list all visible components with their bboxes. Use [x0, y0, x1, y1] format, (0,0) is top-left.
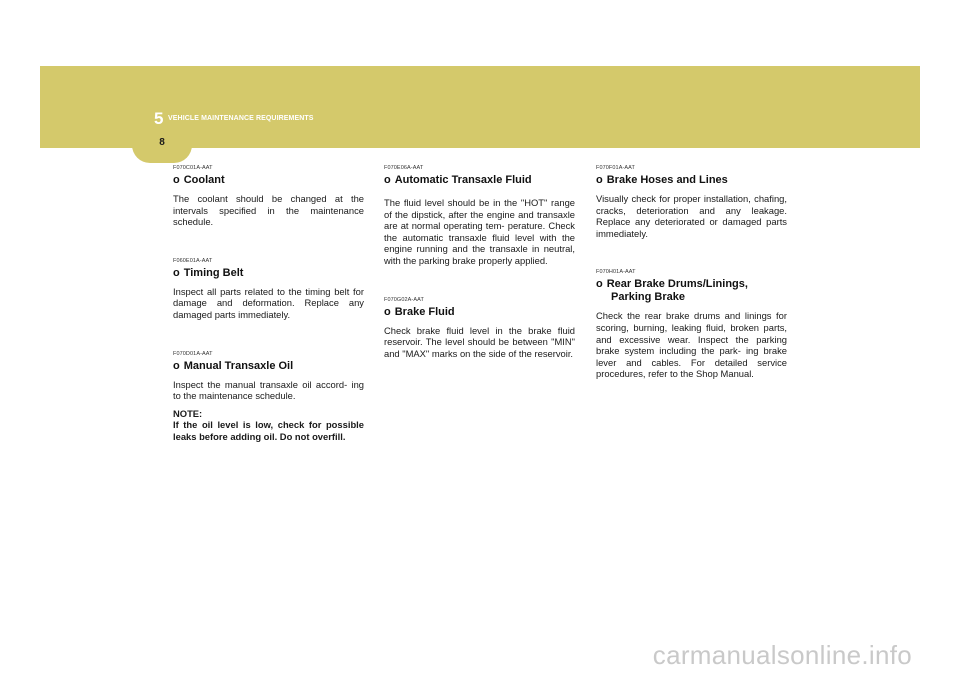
section-body: Inspect the manual transaxle oil accord- ing to the maintenance schedule.: [173, 378, 364, 402]
section-code: F070H01A-AAT: [596, 269, 636, 276]
section-title: Manual Transaxle Oil: [183, 359, 294, 372]
section-manual-transaxle-oil: [173, 351, 364, 443]
section-brake-hoses-and-lines: [596, 165, 787, 239]
section-automatic-transaxle-fluid: [384, 165, 575, 267]
section-code: F070G02A-AAT: [384, 296, 424, 303]
bullet-marker: o: [596, 278, 603, 291]
column-3: [596, 165, 787, 380]
section-title: Brake Fluid: [394, 305, 455, 318]
section-body: The coolant should be changed at the intervals specified in the maintenance schedule.: [173, 193, 364, 228]
bullet-marker: o: [384, 174, 391, 186]
section-title: Brake Hoses and Lines: [606, 174, 728, 186]
section-heading: [173, 360, 364, 373]
section-title: Automatic Transaxle Fluid: [394, 174, 532, 186]
bullet-marker: o: [173, 174, 180, 186]
section-code: F070E06A-AAT: [384, 165, 424, 171]
section-heading: [596, 174, 787, 187]
section-code: F070F01A-AAT: [596, 165, 636, 171]
section-brake-fluid: [384, 297, 575, 360]
section-body: Inspect all parts related to the timing belt for damage and deformation. Replace any damaged parts immediately.: [173, 285, 364, 320]
section-heading: [173, 174, 364, 187]
section-body: The fluid level should be in the "HOT" range of the dipstick, after the engine and transaxle are at normal operating tem- perature. Check the automatic transaxle fluid level with the engine running and the transaxle in neutral, with the parking brake properly applied.: [384, 197, 575, 266]
section-code: F060E01A-AAT: [173, 257, 213, 264]
page-number: 8: [159, 137, 165, 148]
bullet-marker: o: [596, 174, 603, 186]
section-heading: [596, 278, 787, 304]
section-coolant: [173, 165, 364, 228]
section-body: Check the rear brake drums and linings for scoring, burning, leaking fluid, broken parts, and excessive wear. Inspect the parking brake system including the park- ing brake lever and cables. For detailed service procedures, refer to the Shop Manual.: [596, 310, 787, 380]
section-title: Coolant: [183, 174, 225, 186]
section-heading: [173, 267, 364, 280]
bullet-marker: o: [173, 266, 180, 279]
section-body: Check brake fluid level in the brake fluid reservoir. The level should be between "MIN" and "MAX" marks on the side of the reservoir.: [384, 324, 575, 359]
note-label: NOTE:: [173, 407, 203, 419]
section-code: F070C01A-AAT: [173, 165, 213, 171]
section-code: F070D01A-AAT: [173, 350, 213, 357]
section-title: Timing Belt: [183, 266, 244, 279]
column-1: [173, 165, 364, 443]
bullet-marker: o: [384, 305, 391, 318]
chapter-number: 5: [154, 109, 164, 128]
column-2: [384, 165, 575, 359]
watermark: carmanualsonline.info: [652, 640, 912, 670]
chapter-title: VEHICLE MAINTENANCE REQUIREMENTS: [168, 115, 314, 122]
section-body: Visually check for proper installation, chafing, cracks, deterioration and any leakage. Replace any deteriorated or damaged parts immediately.: [596, 193, 787, 239]
section-timing-belt: [173, 258, 364, 321]
section-title-continuation: Parking Brake: [611, 291, 685, 304]
section-rear-brake-drums: [596, 269, 787, 380]
section-heading: [384, 306, 575, 319]
note-block: [173, 408, 364, 443]
bullet-marker: o: [173, 359, 180, 372]
note-text: If the oil level is low, check for possible leaks before adding oil. Do not overfill.: [173, 419, 364, 442]
section-heading: [384, 174, 575, 187]
section-title: Rear Brake Drums/Linings,: [606, 278, 748, 291]
